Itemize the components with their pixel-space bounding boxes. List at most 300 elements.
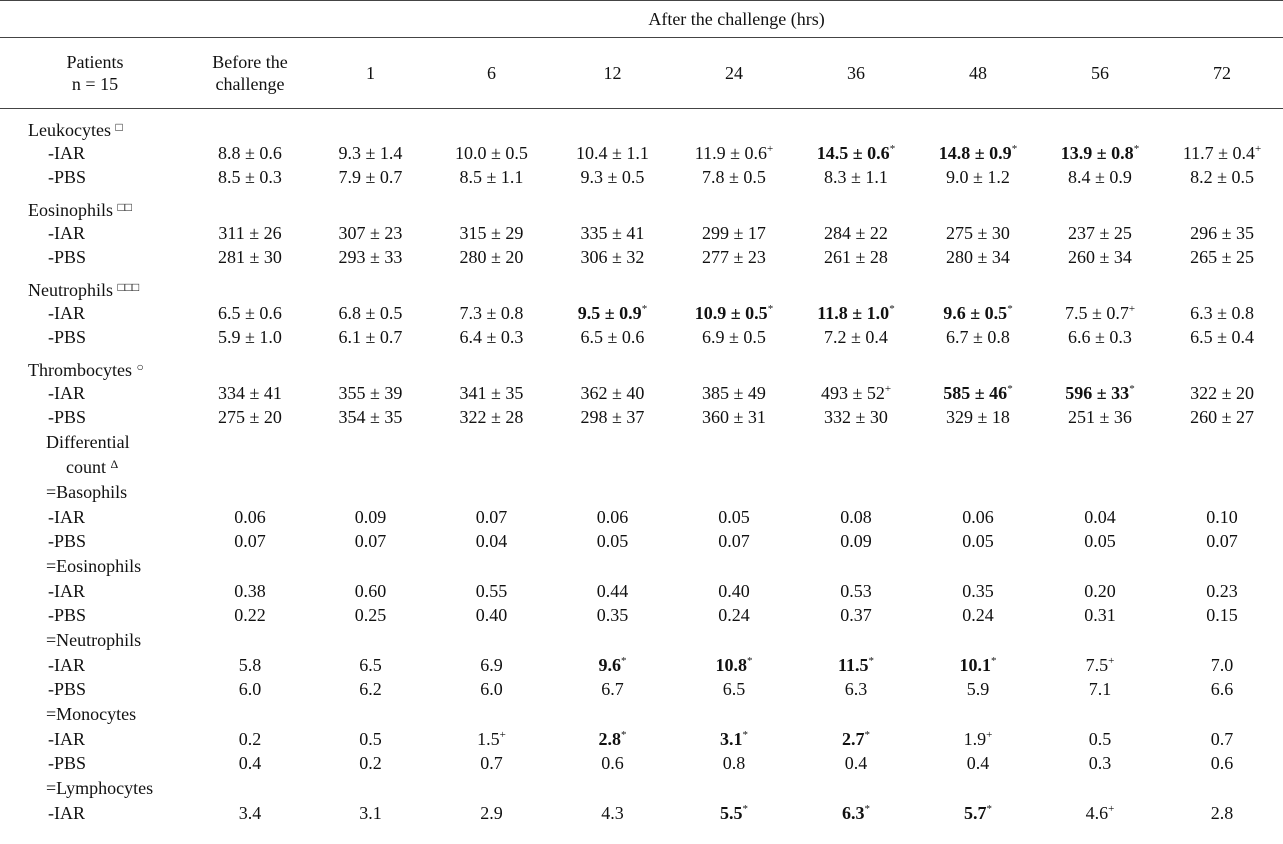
cell-value: 13.9 ± 0.8 [1060, 143, 1134, 163]
data-cell [431, 301, 552, 325]
patients-header-line1: Patients [66, 52, 124, 72]
data-cell [190, 529, 310, 553]
cell-value: 9.3 ± 1.4 [338, 143, 403, 163]
data-cell [310, 505, 431, 529]
row-label: -PBS [48, 247, 87, 267]
cell-value: 0.05 [1084, 531, 1116, 551]
data-cell [431, 325, 552, 349]
cell-value: 293 ± 33 [338, 247, 403, 267]
cell-value: 8.5 ± 1.1 [459, 167, 524, 187]
data-cell [190, 325, 310, 349]
differential-title-line1: Differential [46, 431, 130, 452]
cell-value: 0.24 [962, 605, 994, 625]
group-title-text: Neutrophils [28, 279, 113, 300]
cell-value: 596 ± 33 [1065, 383, 1130, 403]
data-cell [431, 221, 552, 245]
data-cell [1039, 245, 1161, 269]
cell-value: 0.06 [596, 507, 629, 527]
cell-value: 335 ± 41 [580, 223, 645, 243]
data-cell [310, 529, 431, 553]
data-cell [917, 529, 1039, 553]
group-title-text: Thrombocytes [28, 359, 132, 380]
cell-value: 0.09 [840, 531, 872, 551]
cell-value: 0.35 [962, 581, 994, 601]
cell-value: 0.8 [722, 753, 746, 773]
data-cell [917, 405, 1039, 429]
significance-mark: + [1108, 803, 1115, 815]
data-cell [1039, 221, 1161, 245]
table-row [0, 325, 1283, 349]
cell-value: 0.40 [475, 605, 508, 625]
data-cell [1161, 727, 1283, 751]
data-cell [1039, 653, 1161, 677]
cell-value: 0.4 [844, 753, 868, 773]
cell-value: 6.6 [1210, 679, 1234, 699]
cell-value: 585 ± 46 [943, 383, 1008, 403]
group-title-row [0, 275, 1283, 301]
table-row [0, 245, 1283, 269]
group-title-text: =Monocytes [46, 704, 137, 724]
data-cell [1161, 751, 1283, 775]
cell-value: 0.5 [359, 729, 382, 749]
table-row [0, 405, 1283, 429]
cell-value: 0.7 [1210, 729, 1234, 749]
cell-value: 9.0 ± 1.2 [946, 167, 1010, 187]
cell-value: 10.9 ± 0.5 [694, 303, 768, 323]
row-label: -PBS [48, 407, 87, 427]
cell-value: 0.35 [596, 605, 629, 625]
row-label: -IAR [48, 223, 85, 243]
group-title-row [0, 195, 1283, 221]
footnote-symbol: □□□ [117, 279, 140, 294]
significance-mark: * [621, 729, 627, 741]
before-header-line1: Before the [212, 52, 288, 72]
cell-value: 315 ± 29 [459, 223, 524, 243]
cell-value: 2.7 [842, 729, 865, 749]
data-cell [917, 801, 1039, 825]
table-row [0, 727, 1283, 751]
cell-value: 0.40 [718, 581, 750, 601]
cell-value: 275 ± 20 [218, 407, 282, 427]
data-cell [1039, 325, 1161, 349]
cell-value: 7.5 ± 0.7 [1064, 303, 1129, 323]
data-cell [552, 677, 673, 701]
data-cell [1161, 677, 1283, 701]
data-cell [552, 801, 673, 825]
cell-value: 0.25 [354, 605, 387, 625]
data-cell [1039, 381, 1161, 405]
row-label: -PBS [48, 753, 87, 773]
data-cell [190, 751, 310, 775]
cell-value: 261 ± 28 [824, 247, 888, 267]
cell-value: 0.4 [966, 753, 990, 773]
data-cell [1161, 405, 1283, 429]
cell-value: 7.3 ± 0.8 [459, 303, 524, 323]
hour-header: 36 [795, 38, 917, 109]
data-cell [431, 603, 552, 627]
cell-value: 265 ± 25 [1190, 247, 1254, 267]
data-cell [190, 801, 310, 825]
data-cell [552, 505, 673, 529]
cell-value: 6.3 [842, 803, 865, 823]
cell-value: 5.8 [238, 655, 262, 675]
cell-value: 11.7 ± 0.4 [1182, 143, 1256, 163]
cell-value: 0.31 [1084, 605, 1116, 625]
data-cell [917, 221, 1039, 245]
data-cell [917, 245, 1039, 269]
cell-value: 260 ± 27 [1190, 407, 1254, 427]
data-cell [431, 727, 552, 751]
data-cell [310, 677, 431, 701]
cell-value: 0.53 [840, 581, 872, 601]
group-title [0, 479, 1283, 505]
hour-header: 56 [1039, 38, 1161, 109]
data-cell [431, 801, 552, 825]
significance-mark: * [986, 803, 992, 815]
row-label: -PBS [48, 167, 87, 187]
cell-value: 10.4 ± 1.1 [576, 143, 649, 163]
data-cell [310, 579, 431, 603]
group-title [0, 195, 1283, 221]
data-cell [310, 727, 431, 751]
significance-mark: + [1108, 655, 1115, 667]
cell-value: 322 ± 28 [459, 407, 524, 427]
data-cell [795, 221, 917, 245]
row-label: -IAR [48, 143, 85, 163]
group-title-text: =Lymphocytes [46, 778, 154, 798]
cell-value: 0.10 [1206, 507, 1238, 527]
data-cell [552, 751, 673, 775]
cell-value: 5.9 ± 1.0 [218, 327, 282, 347]
data-cell [552, 245, 673, 269]
data-cell [552, 325, 673, 349]
cell-value: 0.04 [1084, 507, 1116, 527]
cell-value: 281 ± 30 [218, 247, 282, 267]
cell-value: 493 ± 52 [820, 383, 885, 403]
cell-value: 0.5 [1088, 729, 1112, 749]
cell-value: 284 ± 22 [824, 223, 888, 243]
significance-mark: + [1128, 303, 1136, 315]
cell-value: 385 ± 49 [702, 383, 766, 403]
cell-value: 0.55 [475, 581, 508, 601]
cell-value: 355 ± 39 [338, 383, 403, 403]
data-cell [310, 221, 431, 245]
cell-value: 9.5 ± 0.9 [577, 303, 642, 323]
data-cell [795, 801, 917, 825]
data-cell [552, 727, 673, 751]
cell-value: 6.1 ± 0.7 [338, 327, 403, 347]
group-title [0, 115, 1283, 141]
footnote-symbol: ○ [136, 359, 144, 374]
data-cell [552, 141, 673, 165]
before-header [190, 38, 310, 109]
data-cell [673, 381, 795, 405]
footnote-symbol: □□ [117, 199, 133, 214]
data-cell [673, 603, 795, 627]
cell-value: 11.5 [837, 655, 869, 675]
cell-value: 0.4 [238, 753, 262, 773]
data-cell [673, 751, 795, 775]
differential-title [0, 429, 1283, 479]
cell-value: 275 ± 30 [946, 223, 1010, 243]
data-cell [673, 165, 795, 189]
data-cell [673, 529, 795, 553]
cell-value: 360 ± 31 [702, 407, 766, 427]
significance-mark: + [1255, 143, 1262, 155]
cell-value: 307 ± 23 [338, 223, 403, 243]
data-cell [190, 677, 310, 701]
row-label: -PBS [48, 531, 87, 551]
data-cell [190, 579, 310, 603]
table-row [0, 381, 1283, 405]
cell-value: 2.9 [480, 803, 503, 823]
cell-value: 306 ± 32 [580, 247, 645, 267]
data-cell [190, 603, 310, 627]
cell-value: 329 ± 18 [946, 407, 1010, 427]
data-cell [1039, 301, 1161, 325]
data-cell [552, 529, 673, 553]
data-cell [795, 677, 917, 701]
data-cell [917, 603, 1039, 627]
row-label: -IAR [48, 507, 85, 527]
data-cell [795, 165, 917, 189]
significance-mark: * [742, 803, 748, 815]
cell-value: 0.20 [1084, 581, 1116, 601]
data-cell [673, 505, 795, 529]
group-title [0, 553, 1283, 579]
data-cell [1039, 405, 1161, 429]
cell-value: 0.07 [475, 507, 508, 527]
cell-value: 6.2 [359, 679, 382, 699]
table-row [0, 221, 1283, 245]
cell-value: 3.1 [359, 803, 382, 823]
cell-value: 6.3 ± 0.8 [1190, 303, 1254, 323]
cell-value: 0.15 [1206, 605, 1238, 625]
table-row [0, 529, 1283, 553]
row-label: -PBS [48, 679, 87, 699]
cell-value: 10.0 ± 0.5 [455, 143, 528, 163]
cell-value: 0.2 [238, 729, 262, 749]
group-title [0, 627, 1283, 653]
group-title [0, 701, 1283, 727]
cell-value: 6.9 [480, 655, 503, 675]
data-cell [431, 505, 552, 529]
cell-value: 0.05 [596, 531, 629, 551]
data-cell [795, 727, 917, 751]
cell-value: 0.07 [354, 531, 387, 551]
row-label: -IAR [48, 303, 85, 323]
data-cell [917, 505, 1039, 529]
data-cell [1161, 165, 1283, 189]
row-label: -PBS [48, 327, 87, 347]
cell-value: 280 ± 34 [946, 247, 1010, 267]
data-cell [310, 603, 431, 627]
table-row [0, 301, 1283, 325]
differential-title-row [0, 429, 1283, 479]
data-cell [552, 603, 673, 627]
cell-value: 260 ± 34 [1068, 247, 1132, 267]
significance-mark: * [1129, 383, 1135, 395]
row-label: -PBS [48, 605, 87, 625]
data-cell [1039, 677, 1161, 701]
data-cell [673, 801, 795, 825]
cell-value: 7.9 ± 0.7 [338, 167, 403, 187]
cell-value: 9.6 ± 0.5 [943, 303, 1008, 323]
data-cell [1161, 529, 1283, 553]
data-cell [795, 505, 917, 529]
significance-mark: * [889, 303, 895, 315]
significance-mark: + [767, 143, 774, 155]
group-title-row [0, 701, 1283, 727]
patients-header [0, 38, 190, 109]
data-cell [1039, 751, 1161, 775]
cell-value: 341 ± 35 [459, 383, 524, 403]
cell-value: 2.8 [1210, 803, 1234, 823]
data-cell [431, 579, 552, 603]
data-cell [1039, 603, 1161, 627]
cell-value: 280 ± 20 [459, 247, 524, 267]
cell-value: 0.23 [1206, 581, 1238, 601]
row-label: -IAR [48, 803, 85, 823]
hour-header: 1 [310, 38, 431, 109]
data-cell [1161, 579, 1283, 603]
data-cell [1039, 141, 1161, 165]
table-row [0, 505, 1283, 529]
data-cell [552, 221, 673, 245]
group-title [0, 355, 1283, 381]
cell-value: 0.04 [475, 531, 508, 551]
data-cell [552, 579, 673, 603]
group-title-text: Eosinophils [28, 199, 114, 220]
cell-value: 6.9 ± 0.5 [702, 327, 766, 347]
data-cell [795, 325, 917, 349]
data-cell [310, 141, 431, 165]
data-cell [917, 165, 1039, 189]
cell-value: 6.5 [359, 655, 382, 675]
significance-mark: * [991, 655, 997, 667]
data-cell [917, 677, 1039, 701]
cell-value: 311 ± 26 [218, 223, 282, 243]
data-cell [552, 301, 673, 325]
cell-value: 0.07 [1206, 531, 1238, 551]
data-cell [673, 325, 795, 349]
data-cell [917, 325, 1039, 349]
data-cell [310, 801, 431, 825]
data-cell [1161, 245, 1283, 269]
data-cell [1161, 221, 1283, 245]
data-cell [795, 579, 917, 603]
data-cell [795, 751, 917, 775]
data-cell [673, 141, 795, 165]
cell-value: 0.37 [840, 605, 872, 625]
group-title-text: =Eosinophils [46, 556, 142, 576]
row-label: -IAR [48, 729, 85, 749]
cell-value: 296 ± 35 [1190, 223, 1254, 243]
data-cell [431, 141, 552, 165]
cell-value: 0.6 [1210, 753, 1234, 773]
data-cell [917, 727, 1039, 751]
cell-value: 10.8 [715, 655, 747, 675]
significance-mark: + [986, 729, 993, 741]
group-title-row [0, 479, 1283, 505]
cell-value: 6.5 ± 0.4 [1190, 327, 1254, 347]
cell-value: 2.8 [598, 729, 621, 749]
data-cell [552, 381, 673, 405]
table-row [0, 579, 1283, 603]
data-cell [917, 751, 1039, 775]
data-cell [190, 221, 310, 245]
cell-value: 8.2 ± 0.5 [1190, 167, 1254, 187]
cell-value: 332 ± 30 [824, 407, 888, 427]
cell-value: 11.8 ± 1.0 [817, 303, 890, 323]
before-header-line2: challenge [215, 74, 285, 94]
data-cell [310, 325, 431, 349]
cell-value: 7.0 [1210, 655, 1234, 675]
data-cell [795, 141, 917, 165]
data-cell [552, 405, 673, 429]
significance-mark: * [621, 655, 627, 667]
data-cell [795, 245, 917, 269]
cell-value: 0.6 [601, 753, 624, 773]
cell-value: 3.4 [238, 803, 262, 823]
group-title-row [0, 627, 1283, 653]
cell-value: 7.5 [1085, 655, 1109, 675]
data-cell [673, 301, 795, 325]
group-title-row [0, 775, 1283, 801]
cell-value: 3.1 [720, 729, 743, 749]
cell-value: 0.06 [234, 507, 266, 527]
data-cell [310, 381, 431, 405]
cell-value: 0.07 [718, 531, 750, 551]
data-cell [673, 653, 795, 677]
data-cell [431, 529, 552, 553]
table-row [0, 165, 1283, 189]
data-cell [1039, 529, 1161, 553]
data-cell [310, 245, 431, 269]
data-cell [1161, 505, 1283, 529]
cell-value: 0.07 [234, 531, 266, 551]
data-cell [431, 245, 552, 269]
data-cell [431, 677, 552, 701]
cell-value: 0.3 [1088, 753, 1112, 773]
cell-value: 6.3 [844, 679, 868, 699]
cell-value: 4.3 [601, 803, 624, 823]
table-row [0, 801, 1283, 825]
cell-value: 1.9 [963, 729, 987, 749]
hour-header: 48 [917, 38, 1039, 109]
data-cell [190, 505, 310, 529]
data-cell [673, 727, 795, 751]
table-row [0, 603, 1283, 627]
data-cell [1039, 165, 1161, 189]
cell-value: 237 ± 25 [1068, 223, 1132, 243]
cell-value: 0.24 [718, 605, 750, 625]
data-cell [431, 165, 552, 189]
significance-mark: * [1007, 383, 1013, 395]
group-title-row [0, 553, 1283, 579]
header-columns-row [0, 38, 1283, 109]
data-cell [190, 653, 310, 677]
cell-value: 8.8 ± 0.6 [218, 143, 282, 163]
cell-value: 6.7 [601, 679, 624, 699]
cell-value: 6.5 ± 0.6 [580, 327, 645, 347]
data-cell [552, 653, 673, 677]
cell-value: 299 ± 17 [702, 223, 766, 243]
significance-mark: * [747, 655, 753, 667]
data-cell [310, 751, 431, 775]
row-label: -IAR [48, 581, 85, 601]
cell-value: 334 ± 41 [218, 383, 282, 403]
